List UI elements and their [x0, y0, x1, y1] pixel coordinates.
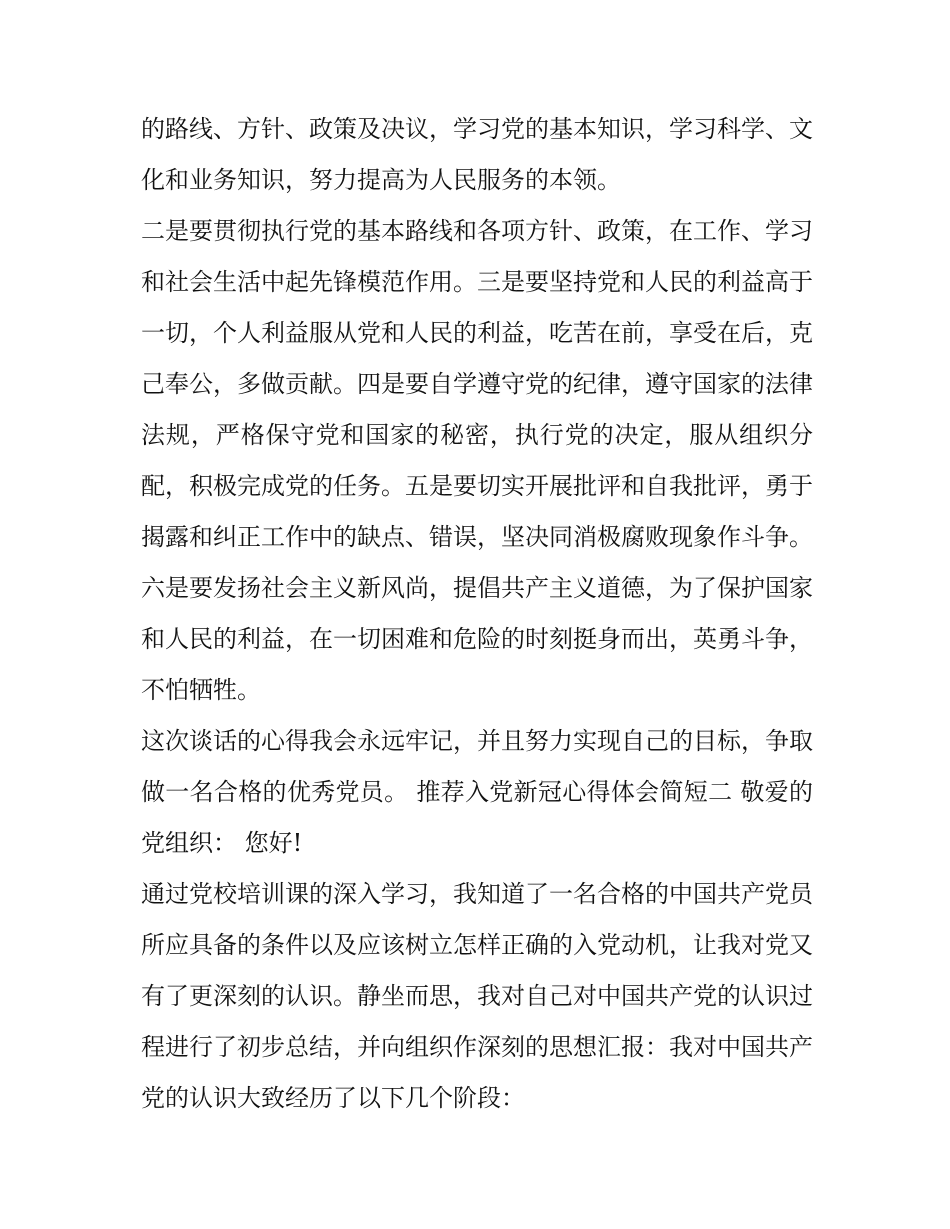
paragraph-1: 的路线、方针、政策及决议，学习党的基本知识，学习科学、文化和业务知识，努力提高为人民服务的本领。: [141, 115, 813, 194]
paragraph-4: 通过党校培训课的深入学习，我知道了一名合格的中国共产党员所应具备的条件以及应该树立怎样正确的入党动机，让我对党又有了更深刻的认识。静坐而思，我对自己对中国共产党的认识过程进行了初步总结，并向组织作深刻的思想汇报：我对中国共产党的认识大致经历了以下几个阶段：: [141, 880, 813, 1112]
document-body: [141, 104, 813, 1124]
paragraph-2: 二是要贯彻执行党的基本路线和各项方针、政策，在工作、学习和社会生活中起先锋模范作用。三是要坚持党和人民的利益高于一切，个人利益服从党和人民的利益，吃苦在前，享受在后，克己奉公，多做贡献。四是要自学遵守党的纪律，遵守国家的法律法规，严格保守党和国家的秘密，执行党的决定，服从组织分配，积极完成党的任务。五是要切实开展批评和自我批评，勇于揭露和纠正工作中的缺点、错误，坚决同消极腐败现象作斗争。六是要发扬社会主义新风尚，提倡共产主义道德，为了保护国家和人民的利益，在一切困难和危险的时刻挺身而出，英勇斗争，不怕牺牲。: [141, 217, 813, 704]
paragraph-3: 这次谈话的心得我会永远牢记，并且努力实现自己的目标，争取做一名合格的优秀党员。 推荐入党新冠心得体会简短二 敬爱的党组织： 您好!: [141, 727, 813, 857]
